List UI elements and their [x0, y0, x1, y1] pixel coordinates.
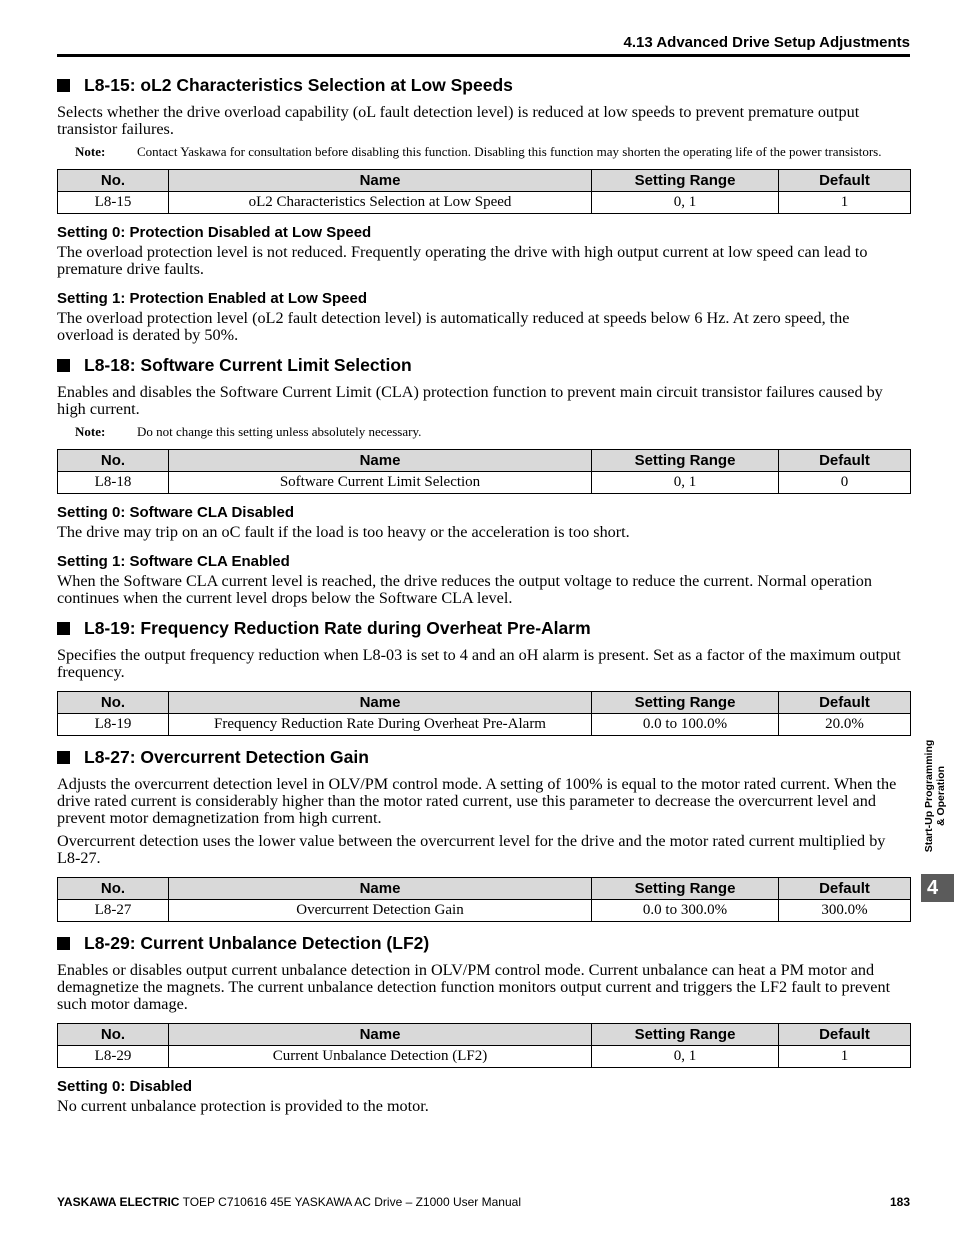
main-content — [57, 74, 910, 1121]
cell-no: L8-15 — [58, 192, 169, 214]
setting-title: Setting 1: Software CLA Enabled — [57, 553, 290, 570]
bullet-square-icon — [57, 937, 70, 950]
setting-text: The drive may trip on an oC fault if the load is too heavy or the acceleration is too short. — [57, 523, 630, 541]
section-title: L8-29: Current Unbalance Detection (LF2) — [57, 932, 910, 954]
page-header — [57, 34, 910, 57]
note — [75, 424, 910, 439]
parameter-table — [57, 691, 911, 736]
section-title: L8-27: Overcurrent Detection Gain — [57, 746, 910, 768]
cell-no: L8-18 — [58, 472, 169, 494]
table-row — [58, 1046, 911, 1068]
section-title: L8-15: oL2 Characteristics Selection at Low Speeds — [57, 74, 910, 96]
section-title: L8-18: Software Current Limit Selection — [57, 354, 910, 376]
section-paragraph: Enables or disables output current unbalance detection in OLV/PM control mode. Current unbalance can heat a PM motor and demagnetize the magnets. The current unbalance detection function monitors output current and triggers the LF2 fault to prevent such motor damage. — [57, 961, 891, 1013]
note-text: Do not change this setting unless absolutely necessary. — [137, 424, 422, 439]
col-range: Setting Range — [592, 878, 779, 900]
table-header-row — [58, 692, 911, 714]
col-default: Default — [779, 878, 911, 900]
cell-no: L8-27 — [58, 900, 169, 922]
col-range: Setting Range — [592, 170, 779, 192]
cell-name: Overcurrent Detection Gain — [169, 900, 592, 922]
col-range: Setting Range — [592, 692, 779, 714]
section-l8-27 — [57, 746, 910, 922]
section-paragraph: Selects whether the drive overload capability (oL fault detection level) is reduced at low speeds to prevent premature output transistor failures. — [57, 103, 860, 138]
section-paragraph: Adjusts the overcurrent detection level in OLV/PM control mode. A setting of 100% is equal to the motor rated current. When the drive rated current is considerably higher than the motor rated current, use this parameter to decrease the overcurrent level and prevent motor demagnetization from high current. — [57, 775, 897, 827]
cell-name: Software Current Limit Selection — [169, 472, 592, 494]
section-l8-29 — [57, 932, 910, 1115]
setting-title: Setting 1: Protection Enabled at Low Speed — [57, 290, 368, 307]
col-default: Default — [779, 170, 911, 192]
cell-default: 300.0% — [779, 900, 911, 922]
cell-default: 0 — [779, 472, 911, 494]
parameter-table — [57, 1023, 911, 1068]
page-number: 183 — [889, 1195, 910, 1209]
parameter-table — [57, 877, 911, 922]
cell-range: 0.0 to 300.0% — [592, 900, 779, 922]
col-name: Name — [169, 692, 592, 714]
note-text: Contact Yaskawa for consultation before disabling this function. Disabling this function may shorten the operating life of the power transistors. — [137, 144, 882, 159]
cell-name: oL2 Characteristics Selection at Low Speed — [169, 192, 592, 214]
section-l8-19 — [57, 617, 910, 736]
col-no: No. — [58, 878, 169, 900]
table-header-row — [58, 878, 911, 900]
cell-default: 20.0% — [779, 714, 911, 736]
col-range: Setting Range — [592, 1024, 779, 1046]
col-name: Name — [169, 878, 592, 900]
note-label: Note: — [75, 424, 106, 439]
table-row — [58, 714, 911, 736]
col-name: Name — [169, 450, 592, 472]
col-range: Setting Range — [592, 450, 779, 472]
cell-no: L8-29 — [58, 1046, 169, 1068]
cell-default: 1 — [779, 1046, 911, 1068]
note — [75, 144, 910, 159]
col-default: Default — [779, 1024, 911, 1046]
bullet-square-icon — [57, 751, 70, 764]
parameter-table — [57, 169, 911, 214]
page-footer — [57, 1194, 910, 1210]
section-paragraph: Enables and disables the Software Current Limit (CLA) protection function to prevent main circuit transistor failures caused by high current. — [57, 383, 883, 418]
chapter-side-tab — [922, 732, 950, 862]
col-default: Default — [779, 692, 911, 714]
side-tab-label: Start-Up Programming & Operation — [923, 739, 947, 853]
cell-range: 0, 1 — [592, 472, 779, 494]
parameter-table — [57, 449, 911, 494]
cell-range: 0, 1 — [592, 192, 779, 214]
cell-name: Current Unbalance Detection (LF2) — [169, 1046, 592, 1068]
col-no: No. — [58, 692, 169, 714]
table-header-row — [58, 170, 911, 192]
table-row — [58, 192, 911, 214]
bullet-square-icon — [57, 79, 70, 92]
section-l8-18 — [57, 354, 910, 607]
cell-default: 1 — [779, 192, 911, 214]
setting-title: Setting 0: Software CLA Disabled — [57, 504, 294, 521]
section-title: L8-19: Frequency Reduction Rate during Overheat Pre-Alarm — [57, 617, 910, 639]
cell-range: 0, 1 — [592, 1046, 779, 1068]
setting-text: The overload protection level is not reduced. Frequently operating the drive with high output current at low speed can lead to premature drive faults. — [57, 243, 868, 278]
col-default: Default — [779, 450, 911, 472]
bullet-square-icon — [57, 622, 70, 635]
section-l8-15 — [57, 74, 910, 344]
table-header-row — [58, 1024, 911, 1046]
table-header-row — [58, 450, 911, 472]
table-row — [58, 472, 911, 494]
cell-name: Frequency Reduction Rate During Overheat Pre-Alarm — [169, 714, 592, 736]
header-title: 4.13 Advanced Drive Setup Adjustments — [623, 34, 910, 51]
note-label: Note: — [75, 144, 106, 159]
table-row — [58, 900, 911, 922]
footer-brand: YASKAWA ELECTRIC — [57, 1195, 180, 1209]
col-no: No. — [58, 450, 169, 472]
section-paragraph: Overcurrent detection uses the lower value between the overcurrent level for the drive and the motor rated current multiplied by L8-27. — [57, 832, 886, 867]
setting-text: When the Software CLA current level is reached, the drive reduces the output voltage to reduce the current. Normal operation continues when the current level drops below the Software CLA level. — [57, 572, 872, 607]
setting-title: Setting 0: Disabled — [57, 1078, 193, 1095]
setting-text: No current unbalance protection is provided to the motor. — [57, 1097, 429, 1115]
footer-doc: TOEP C710616 45E YASKAWA AC Drive – Z1000 User Manual — [179, 1195, 521, 1209]
col-no: No. — [58, 170, 169, 192]
chapter-number-badge: 4 — [921, 874, 954, 902]
section-paragraph: Specifies the output frequency reduction when L8-03 is set to 4 and an oH alarm is present. Set as a factor of the maximum output frequency. — [57, 646, 901, 681]
col-no: No. — [58, 1024, 169, 1046]
bullet-square-icon — [57, 359, 70, 372]
setting-text: The overload protection level (oL2 fault detection level) is automatically reduced at speeds below 6 Hz. At zero speed, the overload is derated by 50%. — [57, 309, 850, 344]
cell-no: L8-19 — [58, 714, 169, 736]
col-name: Name — [169, 1024, 592, 1046]
cell-range: 0.0 to 100.0% — [592, 714, 779, 736]
col-name: Name — [169, 170, 592, 192]
setting-title: Setting 0: Protection Disabled at Low Speed — [57, 224, 372, 241]
